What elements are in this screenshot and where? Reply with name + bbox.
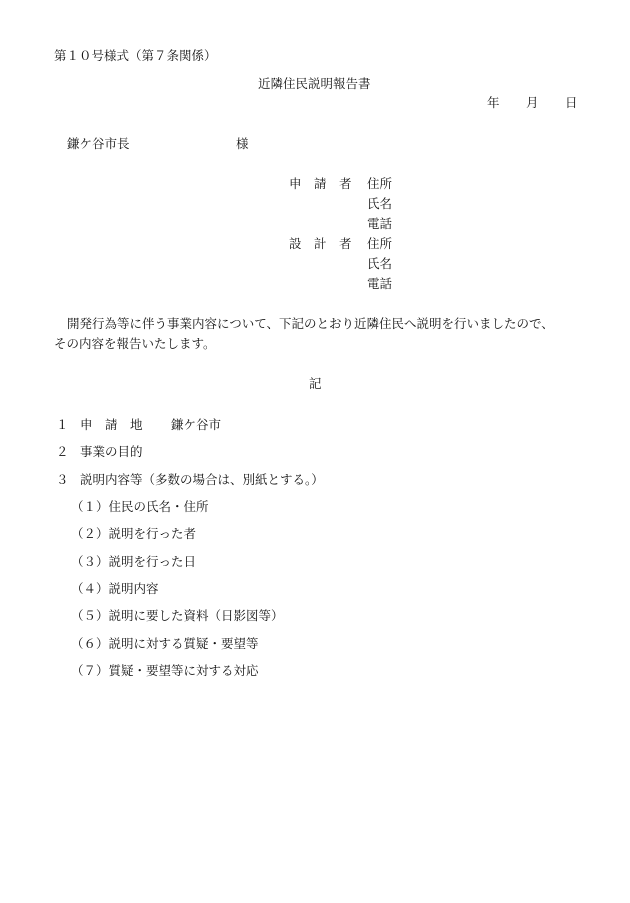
item-3-number: ３: [56, 472, 69, 487]
subitem-4: （４）説明内容: [71, 581, 159, 596]
applicant-name-label: 氏名: [367, 196, 393, 211]
applicant-phone-label: 電話: [367, 216, 393, 231]
item-2-number: ２: [56, 444, 69, 459]
date-day-label: 日: [565, 95, 578, 110]
applicant-address-label: 住所: [367, 176, 393, 191]
addressee-honorific: 様: [236, 136, 249, 151]
body-line-1: 開発行為等に伴う事業内容について、下記のとおり近隣住民へ説明を行いましたので、: [67, 316, 554, 331]
designer-phone-label: 電話: [367, 276, 393, 291]
item-3-label: 説明内容等（多数の場合は、別紙とする。）: [80, 472, 324, 487]
subitem-1: （１）住民の氏名・住所: [71, 499, 209, 514]
designer-name-label: 氏名: [367, 256, 393, 271]
subitem-3: （３）説明を行った日: [71, 554, 197, 569]
designer-address-label: 住所: [367, 236, 393, 251]
document-title: 近隣住民説明報告書: [258, 76, 371, 91]
applicant-role: 申 請 者: [289, 176, 352, 191]
item-1-label: 申 請 地: [80, 417, 143, 432]
subitem-5: （５）説明に要した資料（日影図等）: [71, 608, 284, 623]
subitem-7: （７）質疑・要望等に対する対応: [71, 663, 259, 678]
form-number: 第１０号様式（第７条関係）: [54, 48, 217, 63]
item-1-value: 鎌ケ谷市: [171, 417, 222, 432]
item-1-number: １: [56, 417, 69, 432]
date-month-label: 月: [526, 95, 539, 110]
addressee-name: 鎌ケ谷市長: [67, 136, 130, 151]
subitem-2: （２）説明を行った者: [71, 526, 197, 541]
designer-role: 設 計 者: [289, 236, 352, 251]
item-2-label: 事業の目的: [80, 444, 143, 459]
subitem-6: （６）説明に対する質疑・要望等: [71, 636, 259, 651]
date-year-label: 年: [487, 95, 500, 110]
body-line-2: その内容を報告いたします。: [54, 336, 216, 351]
ki-heading: 記: [309, 376, 322, 391]
